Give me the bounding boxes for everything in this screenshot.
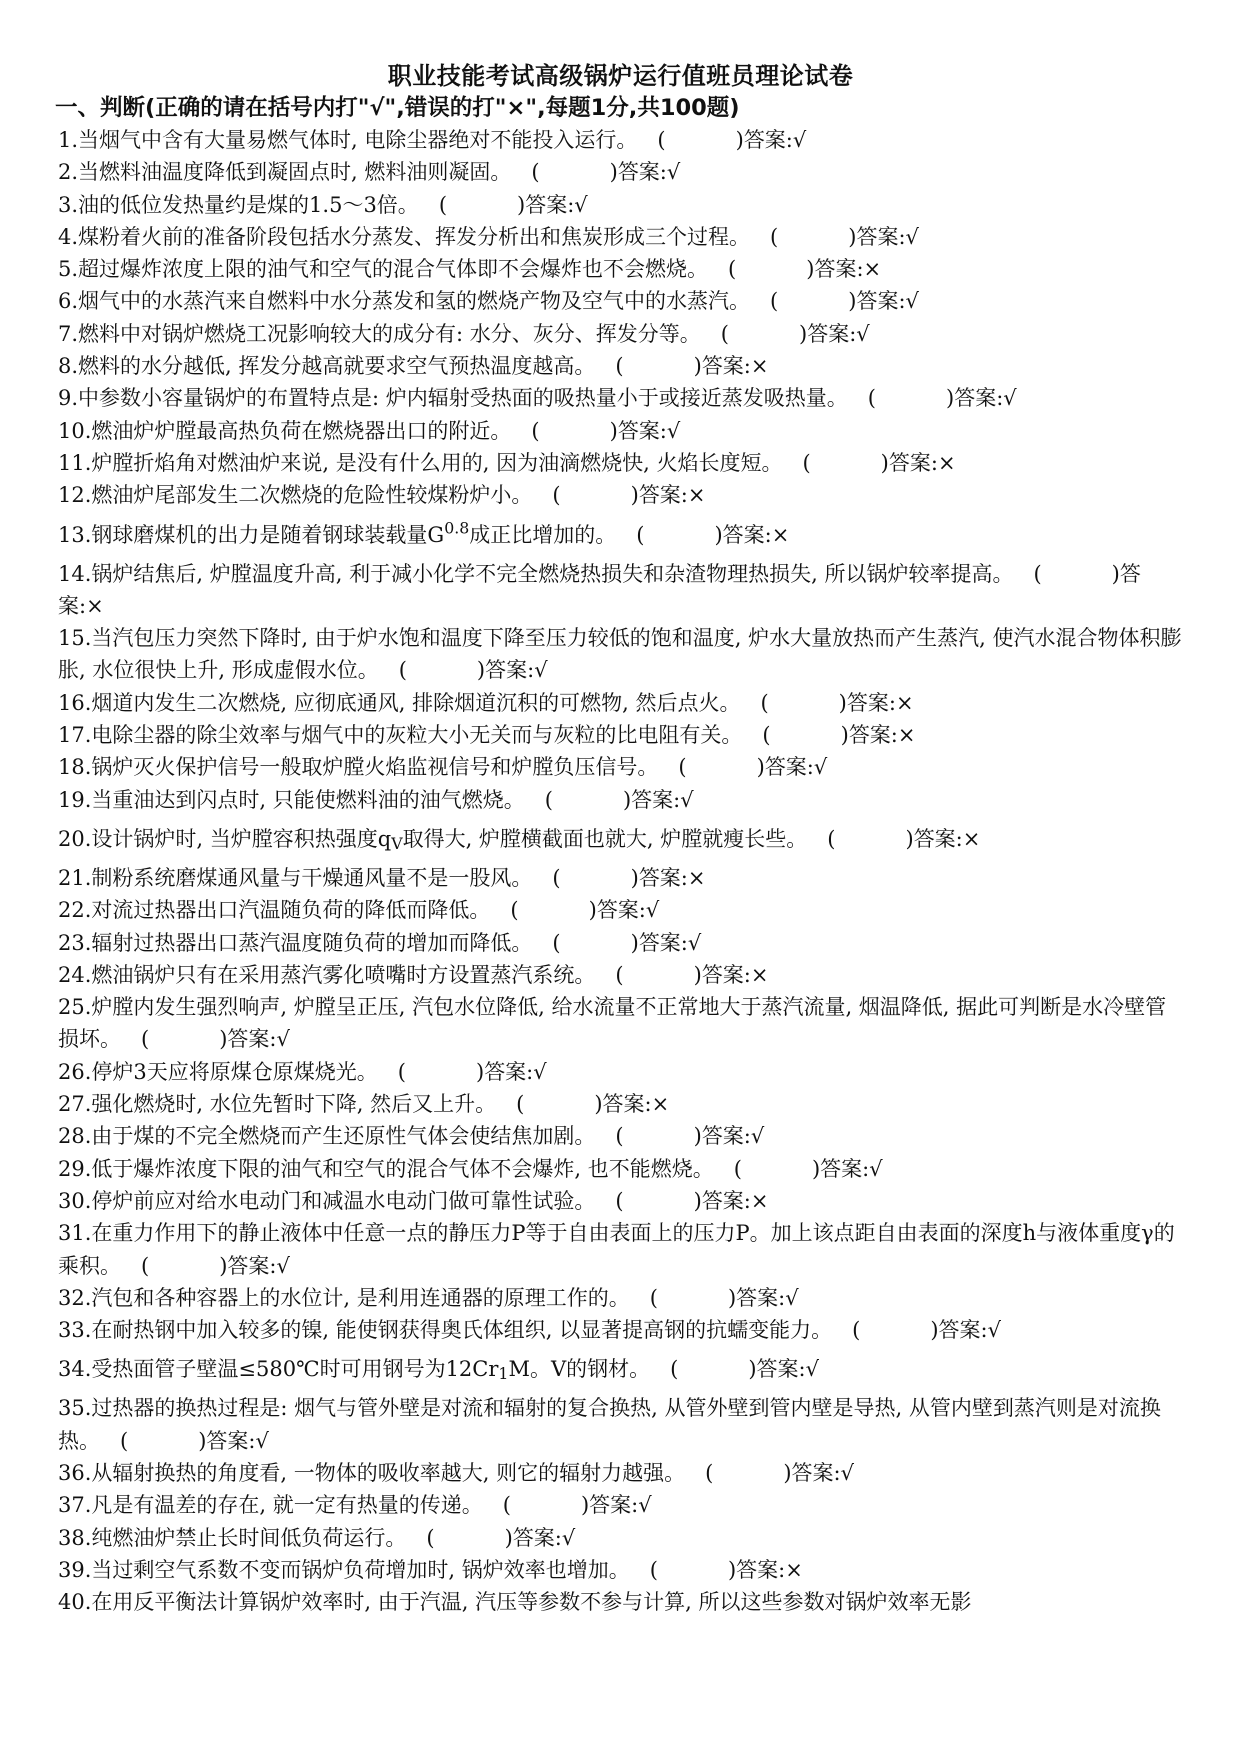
answer-mark: × <box>651 1092 670 1117</box>
question-text: 汽包和各种容器上的水位计, 是利用连通器的原理工作的。 <box>91 1285 630 1310</box>
open-paren: ( <box>802 450 811 475</box>
question-text: 设计锅炉时, 当炉膛容积热强度q <box>91 826 392 851</box>
question-number: 27. <box>58 1092 92 1117</box>
answer-mark: √ <box>534 658 548 683</box>
answer-label: 答案: <box>596 898 646 923</box>
section-heading: 一、判断(正确的请在括号内打"√",错误的打"×",每题1分,共100题) <box>55 95 740 121</box>
answer-mark: × <box>750 1188 769 1213</box>
answer-mark: × <box>785 1557 803 1582</box>
close-paren: ) <box>517 192 526 217</box>
question-item <box>58 221 1183 253</box>
question-text: 炉膛内发生强烈响声, 炉膛呈正压, 汽包水位降低, 给水流量不正常地大于蒸汽流量, 烟温降低, 据此可判断是水冷壁管损坏。 <box>58 995 1167 1052</box>
answer-mark: √ <box>987 1318 1001 1343</box>
open-paren: ( <box>720 321 729 346</box>
question-item <box>58 512 1183 558</box>
question-text: 在重力作用下的静止液体中任意一点的静压力P等于自由表面上的压力P。加上该点距自由表面的深度h与液体重度γ的乘积。 <box>58 1221 1175 1278</box>
answer-mark: × <box>897 723 916 748</box>
question-text: 低于爆炸浓度下限的油气和空气的混合气体不会爆炸, 也不能燃烧。 <box>91 1156 714 1181</box>
answer-label: 答案: <box>743 128 793 152</box>
answer-label: 答案: <box>701 354 751 379</box>
close-paren: ) <box>838 690 847 715</box>
question-text: 在耐热钢中加入较多的镍, 能使钢获得奥氏体组织, 以显著提高钢的抗蠕变能力。 <box>91 1318 833 1343</box>
close-paren: ) <box>946 386 955 411</box>
open-paren: ( <box>502 1493 511 1518</box>
question-text: 燃油锅炉只有在采用蒸汽雾化喷嘴时方设置蒸汽系统。 <box>91 962 596 987</box>
answer-mark: √ <box>574 192 588 217</box>
answer-mark: √ <box>813 755 828 780</box>
close-paren: ) <box>811 1156 821 1181</box>
close-paren: ) <box>594 1092 603 1117</box>
question-number: 5. <box>58 257 79 282</box>
open-paren: ( <box>552 865 561 890</box>
question-number: 11. <box>58 450 92 475</box>
question-number: 18. <box>58 755 92 780</box>
question-number: 17. <box>58 723 92 748</box>
question-number: 15. <box>58 626 92 651</box>
close-paren: ) <box>799 321 808 346</box>
question-text: 当烟气中含有大量易燃气体时, 电除尘器绝对不能投入运行。 <box>78 128 638 152</box>
answer-label: 答案: <box>638 865 688 890</box>
open-paren: ( <box>531 160 540 185</box>
open-paren: ( <box>615 354 624 379</box>
question-number: 20. <box>58 826 92 851</box>
question-number: 14. <box>58 561 92 586</box>
question-item <box>58 285 1183 317</box>
question-number: 3. <box>58 192 79 217</box>
question-number: 38. <box>58 1525 92 1550</box>
open-paren: ( <box>649 1285 658 1310</box>
open-paren: ( <box>552 483 561 508</box>
question-item <box>58 816 1183 862</box>
question-text: 强化燃烧时, 水位先暂时下降, 然后又上升。 <box>91 1092 497 1117</box>
answer-label: 答案: <box>848 723 898 748</box>
question-number: 31. <box>58 1221 92 1246</box>
open-paren: ( <box>398 658 407 683</box>
answer-label: 答案: <box>764 755 814 780</box>
answer-label: 答案: <box>638 483 688 508</box>
close-paren: ) <box>848 289 857 314</box>
question-text: 受热面管子壁温≤580℃时可用钢号为12Cr <box>91 1357 499 1382</box>
close-paren: ) <box>630 483 639 508</box>
close-paren: ) <box>806 257 815 282</box>
answer-mark: × <box>750 354 769 379</box>
question-item <box>58 959 1183 991</box>
question-text: 燃料中对锅炉燃烧工况影响较大的成分有: 水分、灰分、挥发分等。 <box>78 321 701 346</box>
question-item <box>58 1489 1183 1521</box>
question-item <box>58 1392 1183 1457</box>
answer-mark: √ <box>561 1525 576 1550</box>
open-paren: ( <box>615 1124 624 1149</box>
answer-label: 答案: <box>736 1285 786 1310</box>
question-number: 30. <box>58 1188 92 1213</box>
question-item <box>58 1185 1183 1217</box>
question-item <box>58 447 1183 479</box>
question-text: 超过爆炸浓度上限的油气和空气的混合气体即不会爆炸也不会燃烧。 <box>78 257 709 282</box>
question-text: 烟气中的水蒸汽来自燃料中水分蒸发和氢的燃烧产物及空气中的水蒸汽。 <box>78 289 751 314</box>
answer-mark: √ <box>666 418 681 443</box>
question-item <box>58 415 1183 447</box>
answer-mark: √ <box>680 787 694 812</box>
question-item <box>58 1282 1183 1314</box>
question-number: 4. <box>58 224 79 249</box>
question-number: 39. <box>58 1557 92 1582</box>
question-text: 制粉系统磨煤通风量与干燥通风量不是一股风。 <box>91 865 533 890</box>
question-item <box>58 1088 1183 1120</box>
question-text: 燃油炉尾部发生二次燃烧的危险性较煤粉炉小。 <box>91 483 533 508</box>
answer-label: 答案: <box>954 386 1004 411</box>
close-paren: ) <box>609 160 618 185</box>
answer-label: 答案: <box>227 1027 277 1052</box>
question-number: 37. <box>58 1493 92 1518</box>
question-number: 25. <box>58 995 92 1020</box>
answer-label: 答案: <box>888 450 938 475</box>
open-paren: ( <box>544 787 553 812</box>
question-item <box>58 719 1183 751</box>
open-paren: ( <box>733 1156 742 1181</box>
question-number: 6. <box>58 289 79 314</box>
answer-label: 答案: <box>512 1525 562 1550</box>
answer-label: 答案: <box>589 1493 639 1518</box>
answer-mark: √ <box>638 1493 652 1518</box>
answer-label: 答案: <box>846 690 896 715</box>
answer-mark: √ <box>276 1027 290 1052</box>
question-text: 当汽包压力突然下降时, 由于炉水饱和温度下降至压力较低的饱和温度, 炉水大量放热而产生蒸汽, 使汽水混合物体积膨胀, 水位很快上升, 形成虚假水位。 <box>58 626 1182 683</box>
answer-mark: √ <box>905 289 919 314</box>
question-text-cont: 取得大, 炉膛横截面也就大, 炉膛就瘦长些。 <box>402 826 808 851</box>
question-text: 过热器的换热过程是: 烟气与管外壁是对流和辐射的复合换热, 从管外壁到管内壁是导热, 从管内壁到蒸汽则是对流换热。 <box>58 1396 1161 1453</box>
answer-label: 答案: <box>722 522 772 547</box>
question-item <box>58 1457 1183 1489</box>
question-item <box>58 382 1183 414</box>
answer-mark: × <box>687 483 706 508</box>
answer-label: 答案: <box>525 192 575 217</box>
close-paren: ) <box>905 826 914 851</box>
question-number: 12. <box>58 483 92 508</box>
close-paren: ) <box>198 1428 207 1453</box>
answer-mark: √ <box>856 321 870 346</box>
answer-label: 答案: <box>701 1188 751 1213</box>
close-paren: ) <box>219 1253 228 1278</box>
close-paren: ) <box>630 930 639 955</box>
answer-mark: √ <box>750 1124 765 1149</box>
open-paren: ( <box>397 1059 406 1084</box>
question-item <box>58 479 1183 511</box>
answer-mark: √ <box>1003 386 1017 411</box>
answer-mark: √ <box>840 1460 854 1485</box>
question-item <box>58 927 1183 959</box>
open-paren: ( <box>762 723 771 748</box>
open-paren: ( <box>426 1525 435 1550</box>
answer-label: 答案: <box>701 1124 751 1149</box>
question-text: 纯燃油炉禁止长时间低负荷运行。 <box>91 1525 407 1550</box>
answer-label: 答案: <box>791 1460 841 1485</box>
answer-label: 答案: <box>617 160 667 185</box>
question-text-cont: 成正比增加的。 <box>469 522 617 547</box>
answer-label: 答案: <box>856 224 906 249</box>
question-text-cont: M。V的钢材。 <box>508 1357 651 1382</box>
open-paren: ( <box>760 690 769 715</box>
answer-mark: × <box>750 962 769 987</box>
close-paren: ) <box>504 1525 513 1550</box>
exam-title: 职业技能考试高级锅炉运行值班员理论试卷 <box>387 62 854 90</box>
question-text: 停炉前应对给水电动门和减温水电动门做可靠性试验。 <box>91 1188 596 1213</box>
answer-mark: × <box>86 593 104 618</box>
question-number: 21. <box>58 865 92 890</box>
question-text: 由于煤的不完全燃烧而产生还原性气体会使结焦加剧。 <box>91 1124 596 1149</box>
question-text: 当过剩空气系数不变而锅炉负荷增加时, 锅炉效率也增加。 <box>91 1557 630 1582</box>
answer-label: 答案: <box>58 561 1141 618</box>
question-text: 当燃料油温度降低到凝固点时, 燃料油则凝固。 <box>78 160 512 185</box>
close-paren: ) <box>693 1188 702 1213</box>
answer-label: 答案: <box>484 1059 534 1084</box>
open-paren: ( <box>438 192 448 217</box>
answer-mark: × <box>863 257 882 282</box>
question-item <box>58 1217 1183 1282</box>
answer-mark: × <box>687 865 706 890</box>
answer-mark: √ <box>785 1285 799 1310</box>
answer-mark: √ <box>869 1156 883 1181</box>
question-number: 34. <box>58 1357 92 1382</box>
open-paren: ( <box>636 522 645 547</box>
subscript: 1 <box>498 1364 509 1384</box>
answer-mark: √ <box>805 1357 819 1382</box>
close-paren: ) <box>727 1557 737 1582</box>
question-number: 29. <box>58 1156 92 1181</box>
question-text: 停炉3天应将原煤仓原煤烧光。 <box>91 1059 378 1084</box>
question-item <box>58 558 1183 623</box>
question-item <box>58 189 1183 221</box>
question-item <box>58 156 1183 188</box>
question-item <box>58 1346 1183 1392</box>
open-paren: ( <box>649 1557 658 1582</box>
open-paren: ( <box>141 1027 150 1052</box>
answer-mark: × <box>937 450 956 475</box>
answer-label: 答案: <box>227 1253 277 1278</box>
open-paren: ( <box>770 224 779 249</box>
close-paren: ) <box>848 224 857 249</box>
question-item <box>58 1586 1183 1618</box>
question-number: 8. <box>58 354 79 379</box>
question-item <box>58 1153 1183 1185</box>
superscript: 0.8 <box>444 517 470 537</box>
open-paren: ( <box>657 128 666 152</box>
answer-label: 答案: <box>638 930 688 955</box>
question-number: 32. <box>58 1285 92 1310</box>
question-item <box>58 1120 1183 1152</box>
question-text: 油的低位发热量约是煤的1.5～3倍。 <box>78 192 419 217</box>
question-item <box>58 124 1183 156</box>
question-text: 当重油达到闪点时, 只能使燃料油的油气燃烧。 <box>91 787 525 812</box>
answer-label: 答案: <box>701 962 751 987</box>
question-item <box>58 1314 1183 1346</box>
question-item <box>58 991 1183 1056</box>
question-number: 26. <box>58 1059 92 1084</box>
open-paren: ( <box>1033 561 1042 586</box>
answer-mark: √ <box>255 1428 269 1453</box>
open-paren: ( <box>120 1428 129 1453</box>
question-item <box>58 1554 1183 1586</box>
question-item <box>58 687 1183 719</box>
question-number: 16. <box>58 690 92 715</box>
answer-mark: √ <box>792 128 807 152</box>
question-number: 10. <box>58 418 92 443</box>
close-paren: ) <box>475 1059 485 1084</box>
question-item <box>58 862 1183 894</box>
close-paren: ) <box>756 755 765 780</box>
question-text: 凡是有温差的存在, 就一定有热量的传递。 <box>91 1493 483 1518</box>
close-paren: ) <box>930 1318 939 1343</box>
close-paren: ) <box>693 962 702 987</box>
close-paren: ) <box>630 865 639 890</box>
question-number: 23. <box>58 930 92 955</box>
open-paren: ( <box>615 962 624 987</box>
open-paren: ( <box>827 826 836 851</box>
question-item <box>58 1522 1183 1554</box>
question-number: 33. <box>58 1318 92 1343</box>
close-paren: ) <box>219 1027 228 1052</box>
close-paren: ) <box>727 1285 737 1310</box>
answer-mark: √ <box>276 1253 290 1278</box>
question-text: 在用反平衡法计算锅炉效率时, 由于汽温, 汽压等参数不参与计算, 所以这些参数对锅炉效率无影 <box>91 1590 972 1615</box>
answer-label: 答案: <box>736 1557 786 1582</box>
question-text: 燃油炉炉膛最高热负荷在燃烧器出口的附近。 <box>91 418 512 443</box>
answer-label: 答案: <box>807 321 857 346</box>
answer-mark: √ <box>687 930 702 955</box>
question-item <box>58 894 1183 926</box>
question-number: 40. <box>58 1590 92 1615</box>
answer-label: 答案: <box>913 826 963 851</box>
question-item <box>58 622 1183 687</box>
close-paren: ) <box>735 128 744 152</box>
question-number: 28. <box>58 1124 92 1149</box>
question-text: 电除尘器的除尘效率与烟气中的灰粒大小无关而与灰粒的比电阻有关。 <box>91 723 743 748</box>
close-paren: ) <box>622 787 632 812</box>
question-item <box>58 350 1183 382</box>
answer-mark: √ <box>666 160 681 185</box>
answer-mark: √ <box>533 1059 547 1084</box>
close-paren: ) <box>693 1124 702 1149</box>
answer-label: 答案: <box>617 418 667 443</box>
question-text: 钢球磨煤机的出力是随着钢球装载量G <box>91 522 445 547</box>
answer-label: 答案: <box>485 658 535 683</box>
answer-label: 答案: <box>631 787 681 812</box>
question-item <box>58 253 1183 285</box>
question-text: 烟道内发生二次燃烧, 应彻底通风, 排除烟道沉积的可燃物, 然后点火。 <box>91 690 741 715</box>
open-paren: ( <box>705 1460 714 1485</box>
close-paren: ) <box>1111 561 1120 586</box>
question-number: 19. <box>58 787 92 812</box>
answer-label: 答案: <box>820 1156 870 1181</box>
question-number: 9. <box>58 386 79 411</box>
question-text: 煤粉着火前的准备阶段包括水分蒸发、挥发分析出和焦炭形成三个过程。 <box>78 224 751 249</box>
close-paren: ) <box>748 1357 757 1382</box>
open-paren: ( <box>867 386 876 411</box>
question-text: 从辐射换热的角度看, 一物体的吸收率越大, 则它的辐射力越强。 <box>91 1460 686 1485</box>
question-number: 2. <box>58 160 79 185</box>
question-number: 1. <box>58 128 79 152</box>
question-text: 中参数小容量锅炉的布置特点是: 炉内辐射受热面的吸热量小于或接近蒸发吸热量。 <box>78 386 848 411</box>
question-text: 炉膛折焰角对燃油炉来说, 是没有什么用的, 因为油滴燃烧快, 火焰长度短。 <box>91 450 783 475</box>
close-paren: ) <box>580 1493 590 1518</box>
answer-mark: √ <box>905 224 919 249</box>
open-paren: ( <box>728 257 737 282</box>
close-paren: ) <box>840 723 849 748</box>
open-paren: ( <box>516 1092 525 1117</box>
close-paren: ) <box>609 418 618 443</box>
answer-label: 答案: <box>756 1357 806 1382</box>
open-paren: ( <box>615 1188 624 1213</box>
answer-mark: √ <box>645 898 660 923</box>
open-paren: ( <box>531 418 540 443</box>
answer-mark: × <box>895 690 914 715</box>
answer-label: 答案: <box>602 1092 652 1117</box>
answer-mark: × <box>962 826 981 851</box>
question-number: 36. <box>58 1460 92 1485</box>
open-paren: ( <box>141 1253 150 1278</box>
answer-mark: × <box>771 522 790 547</box>
open-paren: ( <box>552 930 561 955</box>
question-item <box>58 751 1183 783</box>
open-paren: ( <box>510 898 519 923</box>
question-item <box>58 1056 1183 1088</box>
open-paren: ( <box>678 755 687 780</box>
close-paren: ) <box>783 1460 792 1485</box>
close-paren: ) <box>693 354 702 379</box>
close-paren: ) <box>588 898 597 923</box>
subscript: V <box>391 834 403 854</box>
question-number: 13. <box>58 522 92 547</box>
question-text: 燃料的水分越低, 挥发分越高就要求空气预热温度越高。 <box>78 354 596 379</box>
question-text: 辐射过热器出口蒸汽温度随负荷的增加而降低。 <box>91 930 533 955</box>
question-number: 7. <box>58 321 79 346</box>
answer-label: 答案: <box>856 289 906 314</box>
question-text: 对流过热器出口汽温随负荷的降低而降低。 <box>91 898 491 923</box>
open-paren: ( <box>770 289 779 314</box>
question-text: 锅炉结焦后, 炉膛温度升高, 利于减小化学不完全燃烧热损失和杂渣物理热损失, 所以锅炉较率提高。 <box>91 561 1014 586</box>
question-item <box>58 318 1183 350</box>
answer-label: 答案: <box>814 257 864 282</box>
question-item <box>58 784 1183 816</box>
question-number: 24. <box>58 962 92 987</box>
open-paren: ( <box>670 1357 679 1382</box>
close-paren: ) <box>880 450 889 475</box>
question-number: 35. <box>58 1396 92 1421</box>
question-number: 22. <box>58 898 92 923</box>
close-paren: ) <box>714 522 723 547</box>
open-paren: ( <box>852 1318 861 1343</box>
close-paren: ) <box>476 658 486 683</box>
question-list <box>58 124 1183 1618</box>
answer-label: 答案: <box>206 1428 256 1453</box>
answer-label: 答案: <box>938 1318 988 1343</box>
question-text: 锅炉灭火保护信号一般取炉膛火焰监视信号和炉膛负压信号。 <box>91 755 659 780</box>
